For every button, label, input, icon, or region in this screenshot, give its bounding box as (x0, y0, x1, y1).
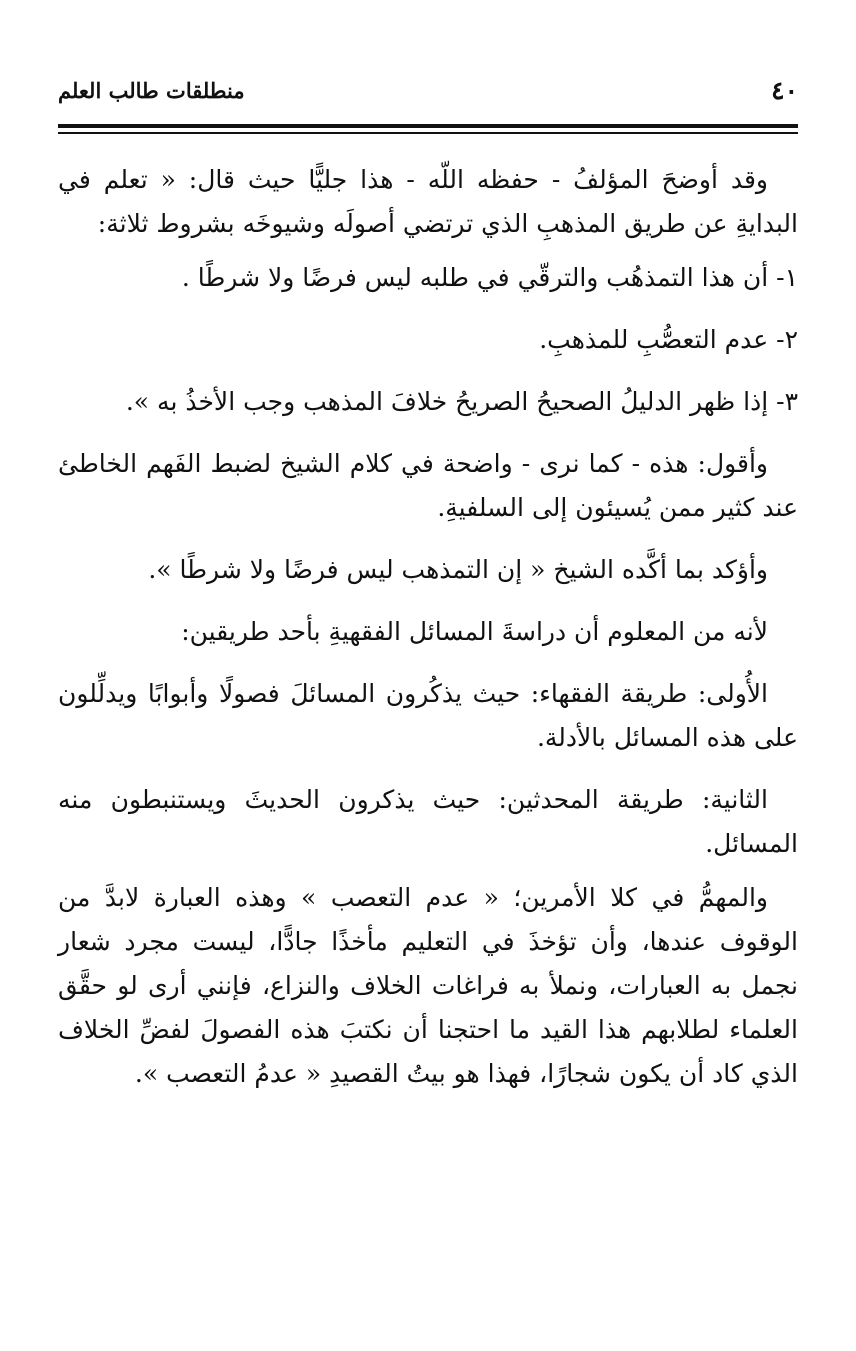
list-item-3: ٣- إذا ظهر الدليلُ الصحيحُ الصريحُ خلافَ المذهب وجب الأخذُ به ». (125, 387, 798, 416)
paragraph-emphasis: وأؤكد بما أكَّده الشيخ « إن التمذهب ليس فرضًا ولا شرطًا ». (148, 555, 768, 584)
list-item-2: ٢- عدم التعصُّبِ للمذهبِ. (539, 325, 798, 354)
header-rule-thin (58, 132, 798, 134)
paragraph-comment: وأقول: هذه - كما نرى - واضحة في كلام الشيخ لضبط الفَهم الخاطئ عند كثير ممن يُسيئون إلى السلفيةِ. (58, 449, 798, 522)
running-title: منطلقات طالب العلم (58, 78, 245, 103)
paragraph-two-methods: لأنه من المعلوم أن دراسةَ المسائل الفقهيةِ بأحد طريقين: (181, 617, 768, 646)
list-item-1: ١- أن هذا التمذهُب والترقّي في طلبه ليس فرضًا ولا شرطًا . (181, 263, 798, 292)
body-text (58, 158, 798, 1096)
header-rule-thick (58, 124, 798, 128)
paragraph-conclusion: والمهمُّ في كلا الأمرين؛ « عدم التعصب » وهذه العبارة لابدَّ من الوقوف عندها، وأن تؤخذَ في التعليم مأخذًا جادًّا، ليست مجرد شعار نجمل به العبارات، ونملأ به فراغات الخلاف والنزاع، فإنني أرى لو حقَّق العلماء لطلابهم هذا القيد ما احتجنا أن نكتبَ هذه الفصولَ لفضِّ الخلاف الذي كاد أن يكون شجارًا، فهذا هو بيتُ القصيدِ « عدمُ التعصب ». (58, 883, 798, 1088)
page-header (58, 74, 798, 114)
paragraph-method-second: الثانية: طريقة المحدثين: حيث يذكرون الحديثَ ويستنبطون منه المسائل. (58, 785, 798, 858)
page-number: ٤٠ (771, 76, 798, 105)
paragraph-method-first: الأُولى: طريقة الفقهاء: حيث يذكُرون المسائلَ فصولًا وأبوابًا ويدلِّلون على هذه المسائل بالأدلة. (58, 679, 798, 752)
paragraph-intro: وقد أوضحَ المؤلفُ - حفظه اللّه - هذا جليًّا حيث قال: « تعلم في البدايةِ عن طريق المذهبِ الذي ترتضي أصولَه وشيوخَه بشروط ثلاثة: (58, 165, 798, 238)
